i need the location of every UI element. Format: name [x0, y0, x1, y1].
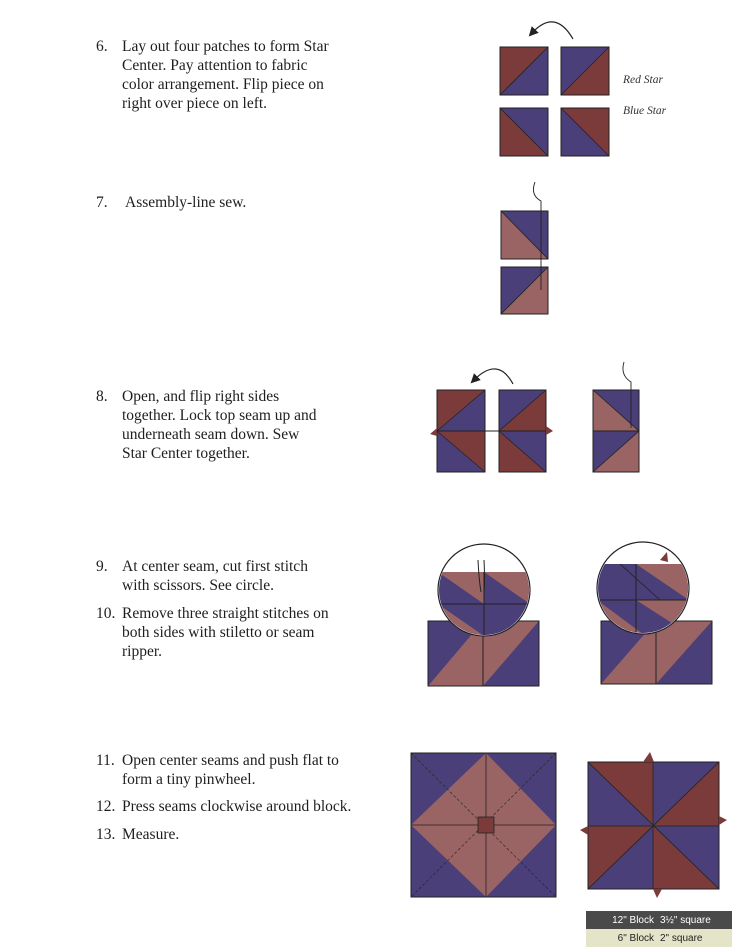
step-text: Press seams clockwise around block. [122, 798, 352, 815]
step-7-figure [501, 182, 548, 314]
flip-arrow-icon [474, 369, 513, 384]
step-6-figure [500, 22, 609, 156]
step-number: 6. [96, 38, 108, 55]
step-number: 12. [96, 798, 116, 815]
step-number: 13. [96, 826, 116, 843]
square-size: 2" square [660, 932, 703, 944]
step-text: Lay out four patches to form Star Center. Pay attention to fabric color arrangement. Flip piece on right over piece on left. [122, 38, 329, 112]
block-size: 6" Block [617, 932, 654, 944]
step-number: 11. [96, 752, 115, 769]
patch-bottom-left [500, 108, 548, 156]
patch-top-right [561, 47, 609, 95]
size-row [586, 929, 732, 947]
pinwheel-block-figure [411, 753, 556, 897]
blue-star-label: Blue Star [623, 105, 667, 117]
step-text: Measure. [122, 826, 180, 843]
flip-arrow-icon [532, 22, 573, 39]
step-8-figure [430, 362, 639, 472]
step-number: 8. [96, 388, 108, 405]
step-number: 9. [96, 558, 108, 575]
step-text: Assembly-line sew. [125, 194, 247, 211]
step-text: Open, and flip right sides together. Lock top seam up and underneath seam down. Sew Star Center together. [122, 388, 317, 462]
step-text: Remove three straight stitches on both sides with stiletto or seam ripper. [122, 605, 329, 660]
star-block-figure [580, 752, 727, 898]
square-size: 3½" square [660, 914, 711, 926]
step-text: Open center seams and push flat to form a tiny pinwheel. [122, 752, 339, 788]
step-text: At center seam, cut first stitch with scissors. See circle. [122, 558, 308, 594]
step-number: 7. [96, 194, 108, 211]
patch-bottom-right [561, 108, 609, 156]
size-row [586, 911, 732, 929]
step-10-figure [597, 542, 712, 684]
step-number: 10. [96, 605, 116, 622]
block-size: 12" Block [612, 914, 654, 926]
step-9-figure [428, 544, 539, 686]
size-table [586, 911, 732, 947]
red-star-label: Red Star [623, 74, 663, 86]
patch-top-left [500, 47, 548, 95]
